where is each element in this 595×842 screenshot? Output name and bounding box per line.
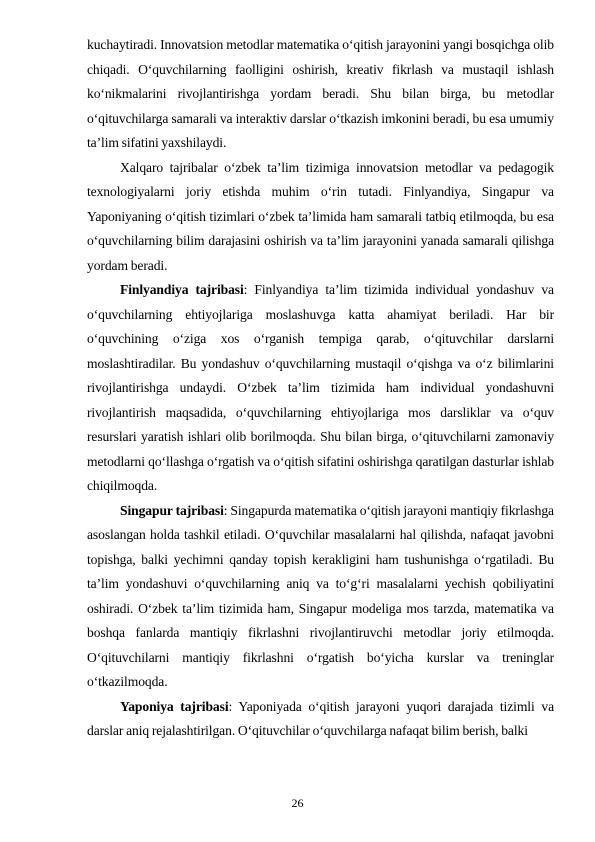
document-page xyxy=(87,33,554,744)
paragraph-text: Xalqaro tajribalar o‘zbek ta’lim tizimiga innovatsion metodlar va pedagogik texnologiyalarni joriy etishda muhim o‘rin tutadi. Finlyandiya, Singapur va Yaponiyaning o‘qitish tizimlari o‘zbek ta’limida ham samarali tatbiq etilmoqda, bu esa o‘quvchilarning bilim darajasini oshirish va ta’lim jarayonini yanada samarali qilishga yordam beradi. xyxy=(87,159,554,273)
paragraph-lead-heading: Yaponiya tajribasi xyxy=(120,698,229,714)
paragraph-text: kuchaytiradi. Innovatsion metodlar matematika o‘qitish jarayonini yangi bosqichga olib chiqadi. O‘quvchilarning faolligini oshirish, kreativ fikrlash va mustaqil ishlash ko‘nikmalarini rivojlantirishga yordam beradi. Shu bilan birga, bu metodlar o‘qituvchilarga samarali va interaktiv darslar o‘tkazish imkonini beradi, bu esa umumiy ta’lim sifatini yaxshilaydi. xyxy=(87,37,554,150)
paragraph-international-experience xyxy=(87,156,554,279)
paragraph-text: : Singapurda matematika o‘qitish jarayoni mantiqiy fikrlashga asoslangan holda tashkil etiladi. O‘quvchilar masalalarni hal qilishda, nafaqat javobni topishga, balki yechimni qanday topish kerakligini ham tushunishga o‘rgatiladi. Bu ta’lim yondashuvi o‘quvchilarning aniq va to‘g‘ri masalalarni yechish qobiliyatini oshiradi. O‘zbek ta’lim tizimida ham, Singapur modeliga mos tarzda, matematika va boshqa fanlarda mantiqiy fikrlashni rivojlantiruvchi metodlar joriy etilmoqda. O‘qituvchilarni mantiqiy fikrlashni o‘rgatish bo‘yicha kurslar va treninglar o‘tkazilmoqda. xyxy=(87,502,554,689)
paragraph-innovative-methods xyxy=(87,33,554,156)
paragraph-text: : Finlyandiya ta’lim tizimida individual yondashuv va o‘quvchilarning ehtiyojlariga moslashuvga katta ahamiyat beriladi. Har bir o‘quvchining o‘ziga xos o‘rganish tempiga qarab, o‘qituvchilar darslarni moslashtiradilar. Bu yondashuv o‘quvchilarning mustaqil o‘qishga va o‘z bilimlarini rivojlantirishga undaydi. O‘zbek ta’lim tizimida ham individual yondashuvni rivojlantirish maqsadida, o‘quvchilarning ehtiyojlariga mos darsliklar va o‘quv resurslari yaratish ishlari olib borilmoqda. Shu bilan birga, o‘qituvchilarni zamonaviy metodlarni qo‘llashga o‘rgatish va o‘qitish sifatini oshirishga qaratilgan dasturlar ishlab chiqilmoqda. xyxy=(87,282,554,493)
paragraph-lead-heading: Finlyandiya tajribasi xyxy=(120,282,244,297)
paragraph-singapore-experience xyxy=(87,499,554,695)
paragraph-text: : Yaponiyada o‘qitish jarayoni yuqori darajada tizimli va darslar aniq rejalashtirilgan. O‘qituvchilar o‘quvchilarga nafaqat bilim berish, balki xyxy=(87,698,554,738)
paragraph-lead-heading: Singapur tajribasi xyxy=(120,502,224,518)
page-number: 26 xyxy=(291,796,304,810)
paragraph-finland-experience xyxy=(87,278,554,499)
paragraph-japan-experience xyxy=(87,695,554,744)
